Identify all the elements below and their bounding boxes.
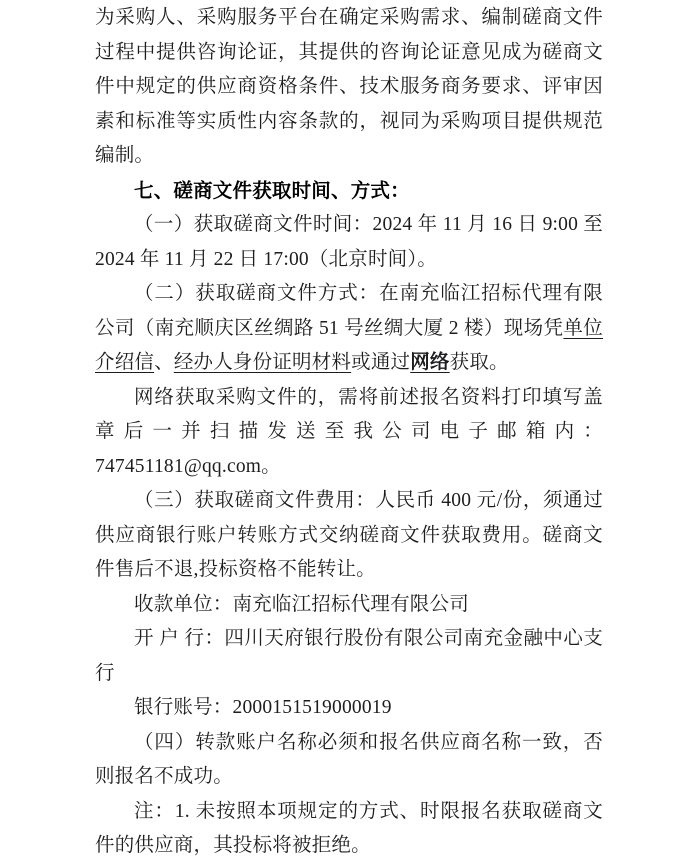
- paragraph-item-2-obtain-method-segment-2: 、: [154, 352, 174, 373]
- paragraph-online-submission: [95, 381, 603, 485]
- paragraph-online-submission-segment-0: 网络获取采购文件的，需将前述报名资料打印填写盖章后一并扫描发送至我公司电子邮箱内：747451181@qq.com。: [95, 386, 603, 477]
- paragraph-bank-name: [95, 622, 603, 691]
- document-body: [95, 1, 603, 864]
- paragraph-item-2-obtain-method-segment-5: 网络: [410, 352, 450, 373]
- heading-section-7-segment-0: 七、磋商文件获取时间、方式：: [134, 179, 410, 202]
- paragraph-note-1-segment-0: 注：1. 未按照本项规定的方式、时限报名获取磋商文件的供应商，其投标将被拒绝。: [95, 800, 603, 856]
- paragraph-item-2-obtain-method-segment-1: 单位介绍信: [95, 317, 603, 373]
- heading-section-7: [95, 174, 603, 209]
- paragraph-continuation-intro: [95, 1, 603, 174]
- paragraph-item-1-obtain-time: [95, 208, 603, 277]
- paragraph-item-2-obtain-method-segment-6: 获取。: [449, 352, 509, 373]
- paragraph-item-4-account-name-match: [95, 726, 603, 795]
- paragraph-item-4-account-name-match-segment-0: （四）转款账户名称必须和报名供应商名称一致，否则报名不成功。: [95, 731, 603, 787]
- paragraph-item-1-obtain-time-segment-0: （一）获取磋商文件时间：2024 年 11 月 16 日 9:00 至 2024 年 11 月 22 日 17:00（北京时间）。: [95, 214, 603, 270]
- paragraph-bank-name-segment-0: 开 户 行：四川天府银行股份有限公司南充金融中心支行: [95, 628, 603, 684]
- paragraph-payee-name: [95, 588, 603, 623]
- paragraph-item-2-obtain-method: [95, 277, 603, 381]
- paragraph-payee-name-segment-0: 收款单位：南充临江招标代理有限公司: [134, 593, 469, 615]
- paragraph-bank-account-segment-0: 银行账号：2000151519000019: [134, 697, 392, 718]
- paragraph-bank-account: [95, 691, 603, 726]
- paragraph-item-2-obtain-method-segment-0: （二）获取磋商文件方式：在南充临江招标代理有限公司（南充顺庆区丝绸路 51 号丝绸大厦 2 楼）现场凭: [95, 283, 603, 339]
- paragraph-continuation-intro-segment-0: 为采购人、采购服务平台在确定采购需求、编制磋商文件过程中提供咨询论证，其提供的咨询论证意见成为磋商文件中规定的供应商资格条件、技术服务商务要求、评审因素和标准等实质性内容条款的，视同为采购项目提供规范编制。: [95, 7, 603, 166]
- paragraph-item-3-fee: [95, 484, 603, 588]
- paragraph-note-1: [95, 795, 603, 864]
- paragraph-item-2-obtain-method-segment-3: 经办人身份证明材料: [173, 352, 352, 373]
- paragraph-item-3-fee-segment-0: （三）获取磋商文件费用：人民币 400 元/份，须通过供应商银行账户转账方式交纳磋商文件获取费用。磋商文件售后不退,投标资格不能转让。: [95, 490, 603, 580]
- paragraph-item-2-obtain-method-segment-4: 或通过: [351, 352, 411, 373]
